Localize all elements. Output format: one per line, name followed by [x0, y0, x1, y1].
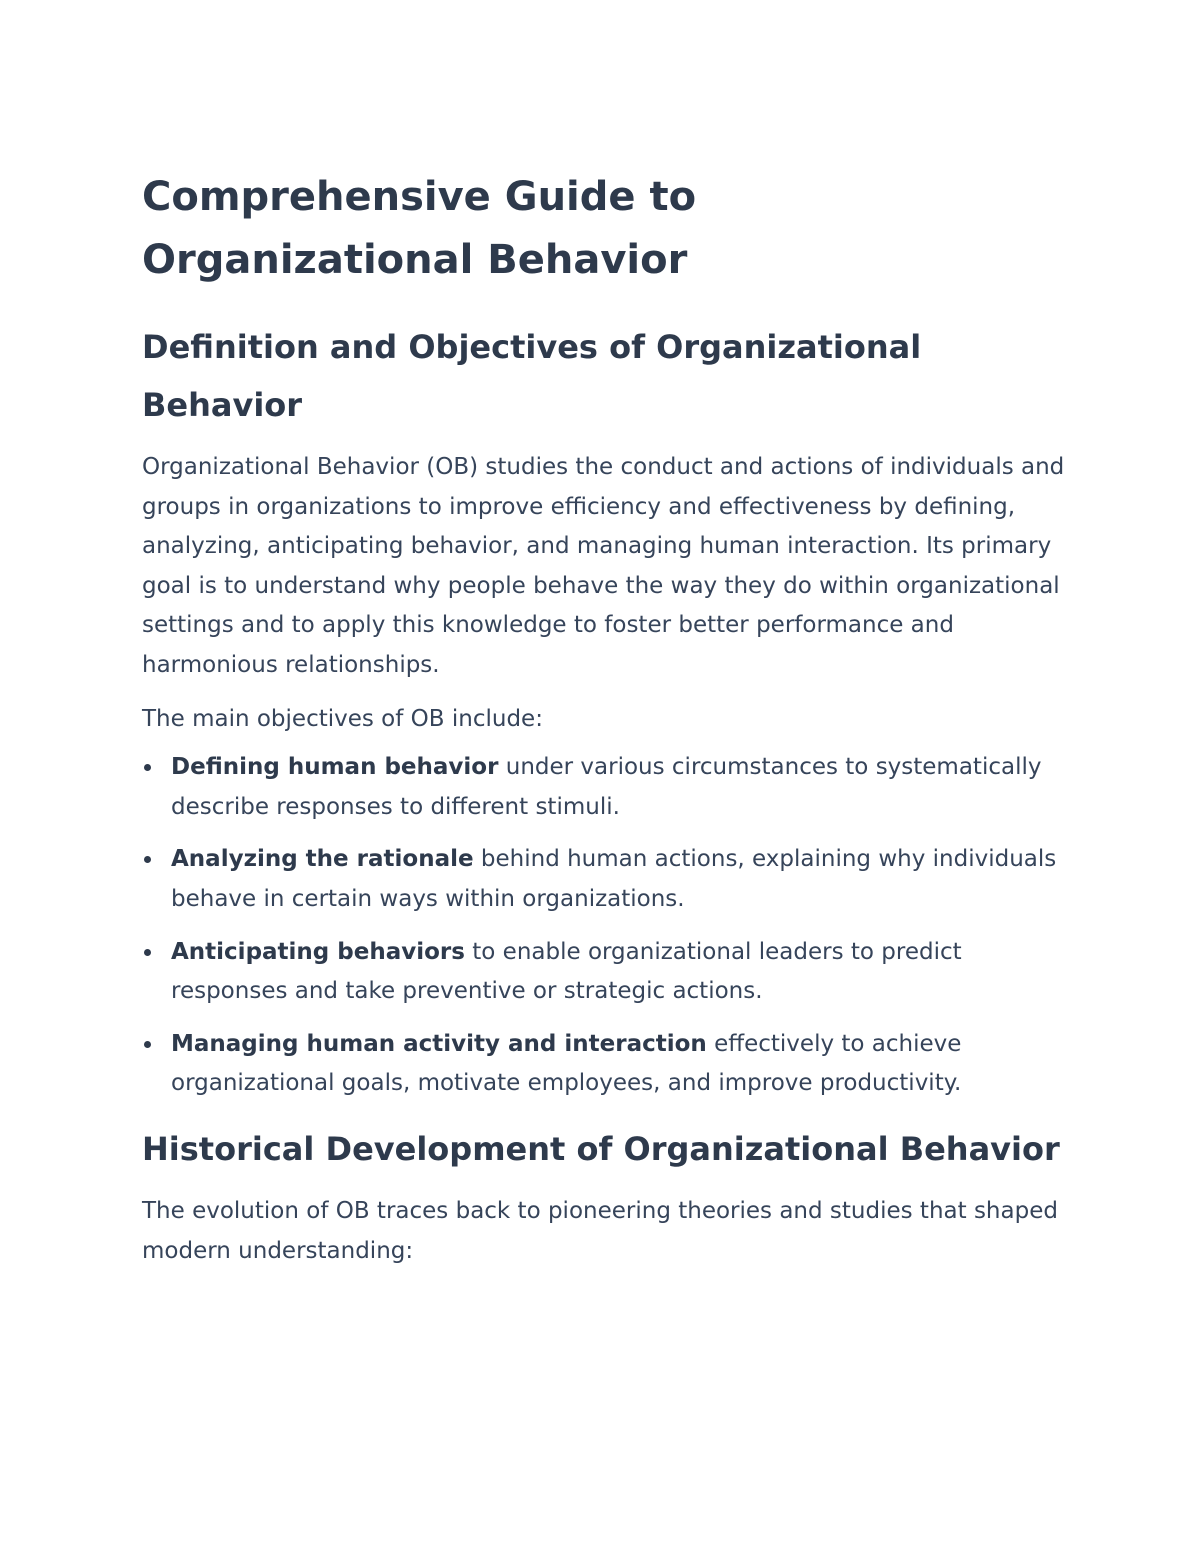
bullet-icon	[144, 1041, 151, 1048]
definition-paragraph: Organizational Behavior (OB) studies the conduct and actions of individuals and groups in organizations to improve efficiency and effectiveness by defining, analyzing, anticipating behavior, and managing human interaction. Its primary goal is to understand why people behave the way they do within organizational settings and to apply this knowledge to foster better performance and harmonious relationships.	[142, 454, 1065, 678]
objective-item	[142, 840, 1072, 919]
objective-text: to enable organizational leaders to predict responses and take preventive or strategic actions.	[171, 938, 962, 1005]
objective-term: Managing human activity and interaction	[171, 1030, 707, 1057]
objective-term: Anticipating behaviors	[171, 938, 465, 965]
objective-item	[142, 1025, 1072, 1104]
objective-item	[142, 748, 1072, 827]
objective-text: behind human actions, explaining why individuals behave in certain ways within organizations.	[171, 846, 1057, 912]
history-paragraph: The evolution of OB traces back to pioneering theories and studies that shaped modern understanding:	[142, 1197, 1058, 1264]
definition-section-heading: Definition and Objectives of Organizational Behavior	[142, 328, 922, 424]
objective-text: under various circumstances to systematically describe responses to different stimuli.	[171, 754, 1042, 820]
bullet-icon	[144, 949, 151, 956]
objective-text: effectively to achieve organizational goals, motivate employees, and improve productivity.	[171, 1030, 962, 1097]
bullet-icon	[144, 856, 151, 863]
document-page	[142, 166, 1072, 1271]
objective-term: Defining human behavior	[171, 754, 499, 781]
objective-term: Analyzing the rationale	[171, 846, 474, 873]
bullet-icon	[144, 764, 151, 771]
objectives-list	[142, 748, 1072, 1104]
document-title-line-1: Comprehensive Guide to	[142, 174, 697, 220]
history-section-heading: Historical Development of Organizational Behavior	[142, 1129, 1060, 1168]
objective-item	[142, 933, 1072, 1012]
document-title	[142, 166, 1072, 292]
objectives-lead-text: The main objectives of OB include:	[142, 705, 543, 732]
document-title-line-2: Organizational Behavior	[142, 237, 688, 283]
